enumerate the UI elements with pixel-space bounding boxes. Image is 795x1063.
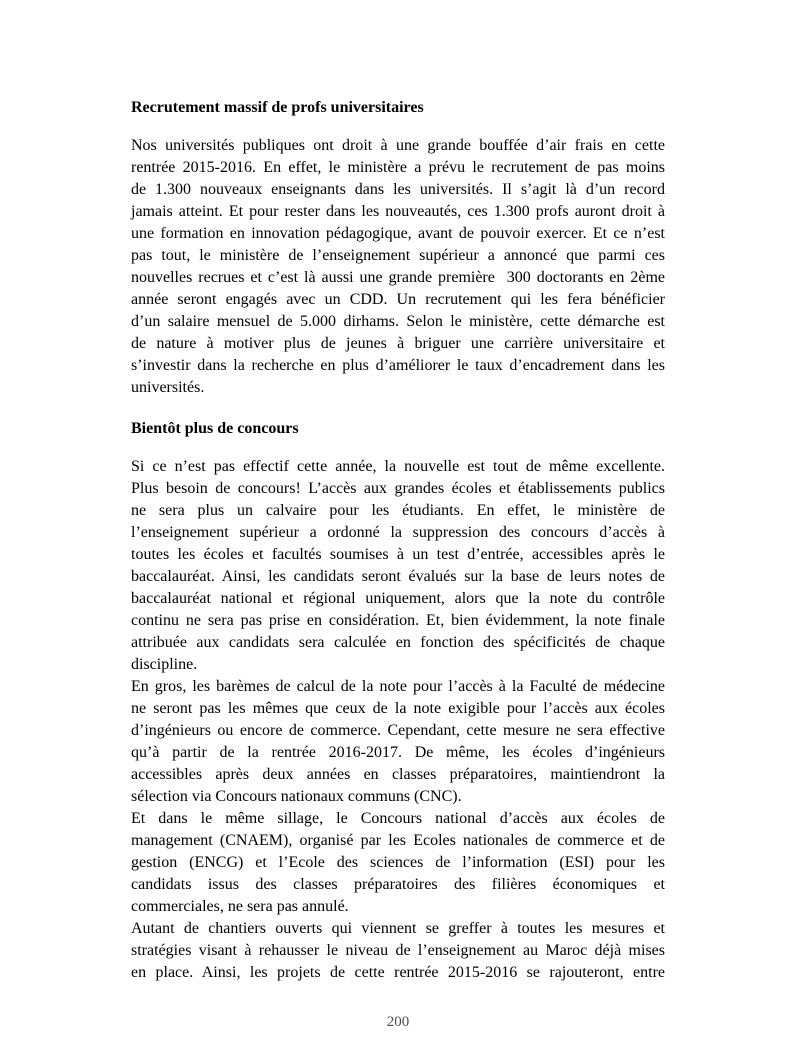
paragraph xyxy=(131,676,665,808)
text-line: candidats issus des classes préparatoires des filières économiques et xyxy=(131,876,665,893)
text-line: management (CNAEM), organisé par les Ecoles nationales de commerce et de xyxy=(131,832,665,849)
text-line: En gros, les barèmes de calcul de la note pour l’accès à la Faculté de médecine xyxy=(131,678,665,695)
text-line: Plus besoin de concours! L’accès aux grandes écoles et établissements publics xyxy=(131,480,665,497)
text-line: rentrée 2015-2016. En effet, le ministère a prévu le recrutement de pas moins xyxy=(131,159,665,176)
text-line: baccalauréat. Ainsi, les candidats seront évalués sur la base de leurs notes de xyxy=(131,568,665,585)
paragraph xyxy=(131,918,665,984)
text-line: l’enseignement supérieur a ordonné la suppression des concours d’accès à xyxy=(131,524,665,541)
text-line: ne seront pas les mêmes que ceux de la note exigible pour l’accès aux écoles xyxy=(131,700,665,717)
text-line: en place. Ainsi, les projets de cette rentrée 2015-2016 se rajouteront, entre xyxy=(131,964,665,981)
text-line: gestion (ENCG) et l’Ecole des sciences de l’information (ESI) pour les xyxy=(131,854,665,871)
text-line: nouvelles recrues et c’est là aussi une grande première 300 doctorants en 2ème xyxy=(131,269,665,286)
text-line: s’investir dans la recherche en plus d’améliorer le taux d’encadrement dans les xyxy=(131,357,665,374)
text-line: continu ne sera pas prise en considération. Et, bien évidemment, la note finale xyxy=(131,612,665,629)
section-heading: Recrutement massif de profs universitaires xyxy=(131,99,424,116)
text-line: jamais atteint. Et pour rester dans les nouveautés, ces 1.300 profs auront droit à xyxy=(131,203,665,220)
paragraph xyxy=(131,135,665,399)
text-line: baccalauréat national et régional uniquement, alors que la note du contrôle xyxy=(131,590,665,607)
text-line: d’ingénieurs ou encore de commerce. Cependant, cette mesure ne sera effective xyxy=(131,722,665,739)
text-line: stratégies visant à rehausser le niveau de l’enseignement au Maroc déjà mises xyxy=(131,942,665,959)
section-heading: Bientôt plus de concours xyxy=(131,420,299,437)
page-number: 200 xyxy=(386,1014,410,1030)
text-line: attribuée aux candidats sera calculée en fonction des spécificités de chaque xyxy=(131,634,665,651)
text-line: ne sera plus un calvaire pour les étudiants. En effet, le ministère de xyxy=(131,502,665,519)
text-line: pas tout, le ministère de l’enseignement supérieur a annoncé que parmi ces xyxy=(131,247,665,264)
text-line: sélection via Concours nationaux communs (CNC). xyxy=(131,788,462,805)
text-line: Et dans le même sillage, le Concours national d’accès aux écoles de xyxy=(131,810,665,827)
text-line: une formation en innovation pédagogique, avant de pouvoir exercer. Et ce n’est xyxy=(131,225,665,242)
paragraph xyxy=(131,808,665,918)
text-line: commerciales, ne sera pas annulé. xyxy=(131,898,349,915)
text-line: discipline. xyxy=(131,656,198,673)
text-line: Autant de chantiers ouverts qui viennent se greffer à toutes les mesures et xyxy=(131,920,665,937)
text-line: Nos universités publiques ont droit à une grande bouffée d’air frais en cette xyxy=(131,137,665,154)
text-line: de nature à motiver plus de jeunes à briguer une carrière universitaire et xyxy=(131,335,665,352)
text-line: de 1.300 nouveaux enseignants dans les universités. Il s’agit là d’un record xyxy=(131,181,665,198)
paragraph xyxy=(131,456,665,676)
text-line: qu’à partir de la rentrée 2016-2017. De même, les écoles d’ingénieurs xyxy=(131,744,665,761)
document-content xyxy=(131,97,665,984)
text-line: année seront engagés avec un CDD. Un recrutement qui les fera bénéficier xyxy=(131,291,665,308)
text-line: toutes les écoles et facultés soumises à un test d’entrée, accessibles après le xyxy=(131,546,665,563)
text-line: Si ce n’est pas effectif cette année, la nouvelle est tout de même excellente. xyxy=(131,458,665,475)
text-line: universités. xyxy=(131,379,205,396)
text-line: d’un salaire mensuel de 5.000 dirhams. Selon le ministère, cette démarche est xyxy=(131,313,665,330)
text-line: accessibles après deux années en classes préparatoires, maintiendront la xyxy=(131,766,665,783)
